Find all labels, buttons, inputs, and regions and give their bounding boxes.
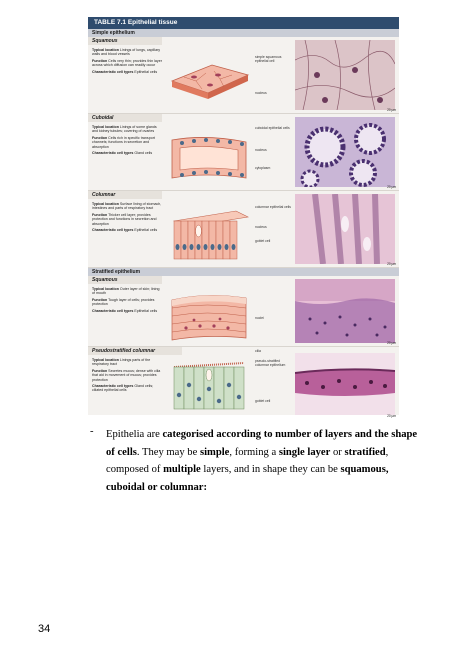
row-simple-columnar	[88, 191, 399, 268]
row-labels	[255, 292, 293, 342]
types-text: Epithelial cells	[134, 228, 158, 233]
scale-bar: 20 μm	[387, 262, 396, 266]
text-run-bold: stratified	[344, 446, 386, 458]
text-run: Epithelia are	[106, 429, 163, 440]
label-pseudostratified-epithelium: pseudo-stratified columnar epithelium	[255, 359, 286, 367]
row-title: Squamous	[88, 37, 162, 45]
label-columnar-cells: columnar epithelial cells	[255, 205, 291, 209]
text-run: . They may be	[136, 446, 200, 458]
row-pseudostratified-columnar	[88, 347, 399, 419]
text-run-bold: squamous, cuboidal or columnar:	[106, 464, 389, 493]
columnar-cell-illustration	[166, 203, 252, 265]
function-text: Tough layer of cells; provides protection	[92, 297, 155, 307]
row-title: Columnar	[88, 191, 162, 199]
row-info	[92, 125, 162, 157]
simple-epithelium-header: Simple epithelium	[88, 29, 399, 37]
location-text: Outer layer of skin; lining of mouth	[92, 287, 160, 296]
text-run: or	[330, 446, 345, 458]
types-label: Characteristic cell types	[92, 151, 134, 156]
types-label: Characteristic cell types	[92, 228, 134, 233]
cuboidal-micrograph	[295, 117, 395, 187]
types-text: Epithelial cells	[134, 69, 158, 74]
scale-bar: 20 μm	[387, 108, 396, 112]
text-run: layers, and in shape they can be	[200, 464, 341, 475]
body-paragraph	[106, 426, 426, 496]
row-info	[92, 358, 162, 395]
label-nuclei: nuclei	[255, 316, 264, 320]
epithelial-tissue-table	[88, 17, 399, 418]
location-label: Typical location	[92, 48, 119, 52]
columnar-micrograph	[295, 194, 395, 264]
types-label: Characteristic cell types	[92, 384, 134, 389]
text-run-bold: simple	[199, 446, 230, 458]
table-title: TABLE 7.1 Epithelial tissue	[88, 17, 399, 29]
function-label: Function	[92, 212, 108, 217]
stratified-squamous-micrograph	[295, 279, 395, 343]
cuboidal-cell-illustration	[166, 132, 252, 186]
row-simple-squamous	[88, 37, 399, 114]
function-text: Cells very thin; provides thin layer across which diffusion can readily occur	[92, 58, 162, 68]
label-goblet-cell: goblet cell	[255, 399, 271, 403]
row-labels	[255, 126, 293, 186]
label-goblet-cell: goblet cell	[255, 239, 271, 243]
row-stratified-squamous	[88, 276, 399, 347]
row-labels	[255, 349, 293, 419]
function-label: Function	[92, 297, 108, 302]
types-text: Gland cells	[134, 151, 153, 156]
label-nucleus: nucleus	[255, 225, 267, 229]
stratified-epithelium-header: Stratified epithelium	[88, 268, 399, 276]
scale-bar: 20 μm	[387, 185, 396, 189]
location-label: Typical location	[92, 125, 119, 129]
row-title: Squamous	[88, 276, 162, 284]
types-text: Epithelial cells	[134, 308, 158, 313]
text-run: , forming a	[229, 446, 279, 458]
text-run-bold: single layer	[278, 446, 331, 458]
row-title: Pseudostratified columnar	[88, 347, 182, 355]
pseudostratified-micrograph	[295, 353, 395, 415]
pseudostratified-illustration	[166, 355, 252, 417]
row-title: Cuboidal	[88, 114, 162, 122]
function-label: Function	[92, 368, 108, 373]
location-text: Linings of lungs, capillary walls and blood vessels	[92, 48, 161, 57]
label-nucleus: nucleus	[255, 91, 267, 95]
location-label: Typical location	[92, 287, 119, 291]
location-text: Surface lining of stomach, intestines and parts of respiratory tract	[92, 202, 162, 211]
stratified-squamous-illustration	[166, 286, 252, 344]
row-info	[92, 48, 162, 76]
location-text: Linings of some glands and kidney tubules; covering of ovaries	[92, 125, 157, 134]
scale-bar: 20 μm	[387, 414, 396, 418]
types-label: Characteristic cell types	[92, 69, 134, 74]
label-squamous-cell: simple squamous epithelial cell	[255, 55, 282, 63]
function-label: Function	[92, 58, 108, 63]
function-text: Secretes mucus; dense with cilia that aid in movement of mucus; provides protection	[92, 368, 161, 382]
types-text: Gland cells; ciliated epithelial cells	[92, 384, 154, 393]
function-text: Thicker cell layer; provides protection and functions in secretion and absorption	[92, 212, 157, 226]
location-label: Typical location	[92, 358, 119, 362]
squamous-cell-illustration	[166, 51, 252, 109]
types-label: Characteristic cell types	[92, 308, 134, 313]
text-run-bold: categorised according to number of layers and the shape of cells	[106, 429, 418, 458]
row-labels	[255, 55, 293, 115]
function-label: Function	[92, 135, 108, 140]
row-simple-cuboidal	[88, 114, 399, 191]
label-cytoplasm: cytoplasm	[255, 166, 271, 170]
row-info	[92, 202, 162, 234]
scale-bar: 20 μm	[387, 341, 396, 345]
label-cuboidal-cells: cuboidal epithelial cells	[255, 126, 290, 130]
squamous-micrograph	[295, 40, 395, 110]
page-number: 34	[38, 623, 51, 635]
text-run: , composed of	[106, 446, 389, 475]
location-label: Typical location	[92, 202, 119, 206]
location-text: Linings parts of the respiratory tract	[92, 358, 151, 367]
row-info	[92, 287, 162, 315]
text-run-bold: multiple	[163, 464, 201, 475]
label-nucleus: nucleus	[255, 148, 267, 152]
row-labels	[255, 205, 293, 265]
label-cilia: cilia	[255, 349, 261, 353]
list-dash: -	[90, 426, 94, 437]
function-text: Cells rich in specific transport channels; functions in secretion and absorption	[92, 135, 155, 149]
